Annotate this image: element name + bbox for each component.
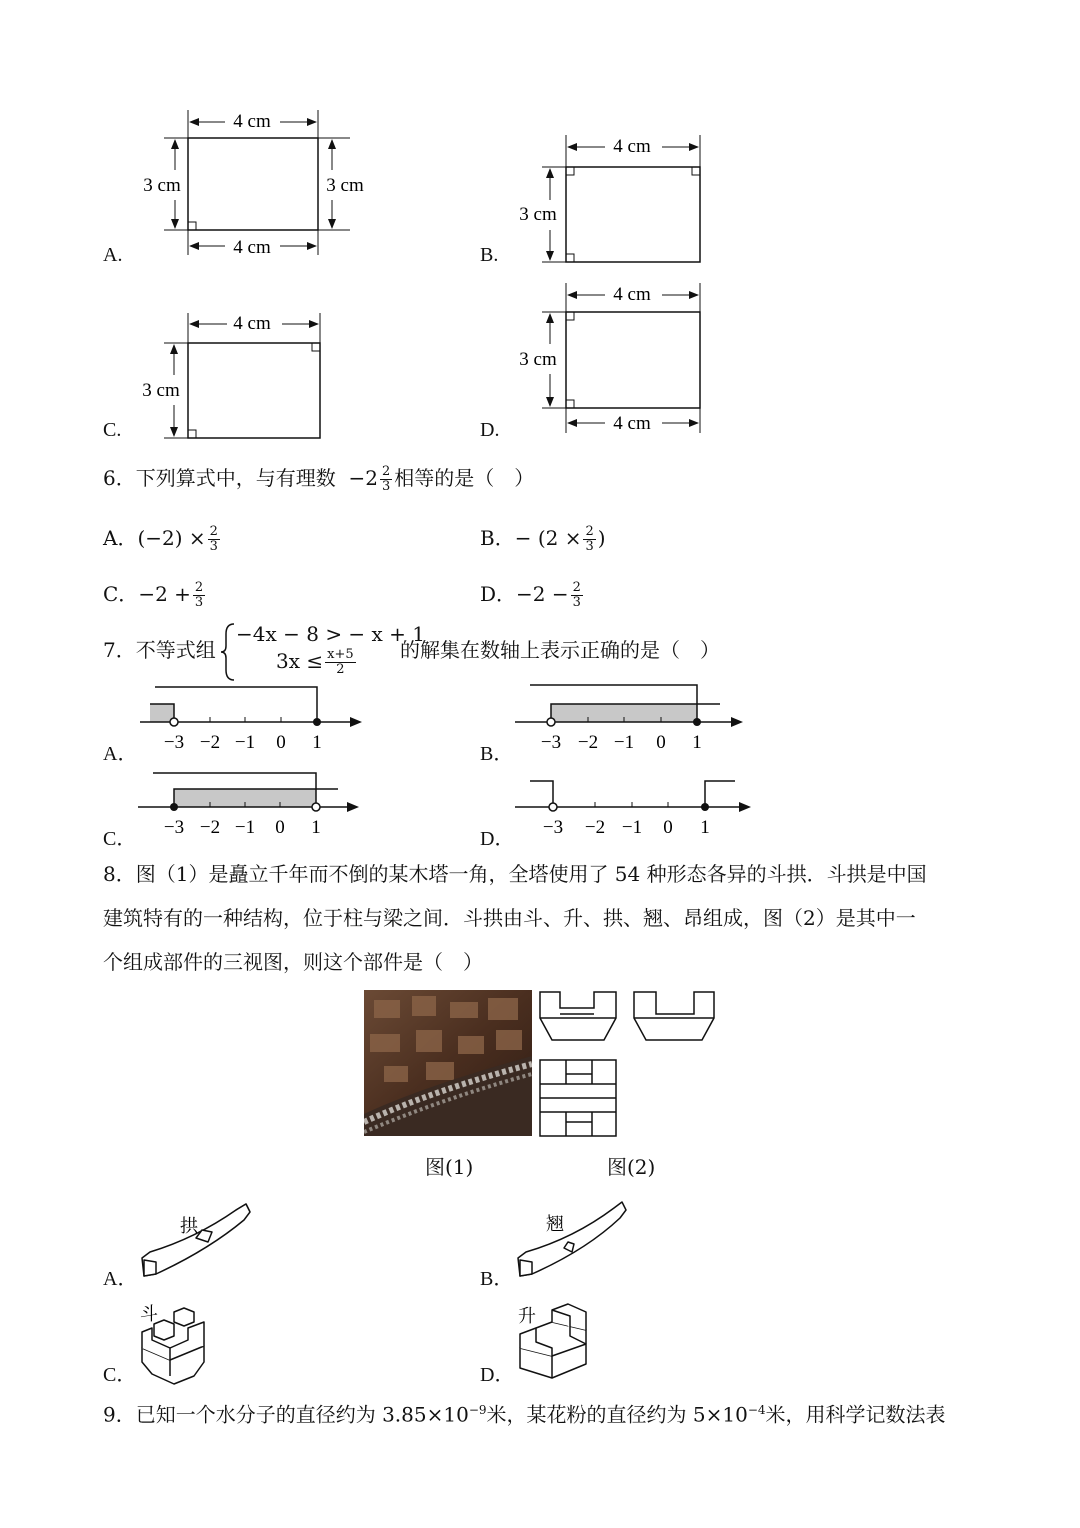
q8-fig2-caption: 图(2) bbox=[607, 1155, 656, 1179]
q5b-top-dim: 4 cm bbox=[613, 136, 651, 157]
q8-option-c-figure bbox=[130, 1300, 220, 1390]
tick-label: −1 bbox=[621, 817, 643, 838]
q5b-left-dim: 3 cm bbox=[519, 204, 557, 225]
q5a-left-dim: 3 cm bbox=[143, 175, 181, 196]
tick-label: 0 bbox=[663, 817, 673, 838]
q8-option-d-label[interactable]: D． bbox=[480, 1364, 515, 1386]
q7-inequality-1: −4x − 8 > − x + 1 bbox=[236, 622, 426, 646]
q6-option-a[interactable]: A．(−2) × $\frac{2}{3}$ bbox=[103, 524, 218, 554]
q5a-top-dim: 4 cm bbox=[233, 111, 271, 132]
tick-label: −1 bbox=[234, 732, 256, 753]
tick-label: 1 bbox=[692, 732, 702, 753]
tick-label: −3 bbox=[163, 732, 185, 753]
q5-option-c-label[interactable]: C. bbox=[103, 419, 122, 441]
tick-label: −3 bbox=[163, 817, 185, 838]
q5a-bottom-dim: 4 cm bbox=[233, 237, 271, 258]
tick-label: 1 bbox=[312, 732, 322, 753]
q7-brace bbox=[220, 622, 236, 682]
q5a-right-dim: 3 cm bbox=[326, 175, 364, 196]
tick-label: 1 bbox=[700, 817, 710, 838]
tick-label: 0 bbox=[656, 732, 666, 753]
q8b-part-name: 翘 bbox=[546, 1214, 564, 1234]
q6-option-c[interactable]: C．−2 + $\frac{2}{3}$ bbox=[103, 580, 204, 610]
q5-figure-a bbox=[130, 105, 380, 260]
q5-option-a-label[interactable]: A. bbox=[103, 244, 123, 266]
q6-option-b[interactable]: B．− (2 × $\frac{2}{3}$ ) bbox=[480, 524, 606, 554]
q5-figure-b bbox=[510, 130, 720, 270]
tick-label: −2 bbox=[577, 732, 599, 753]
tick-label: 1 bbox=[311, 817, 321, 838]
q7-numberline-d bbox=[515, 765, 760, 845]
tick-label: −2 bbox=[584, 817, 606, 838]
q7-inequality-2: 3x ≤ $\frac{x+5}{2}$ bbox=[276, 647, 354, 677]
q8-option-a-figure bbox=[136, 1198, 256, 1288]
q8-stem-line1: 8．图（1）是矗立千年而不倒的某木塔一角，全塔使用了 54 种形态各异的斗拱．斗拱是中国 bbox=[103, 862, 927, 886]
tick-label: −2 bbox=[199, 732, 221, 753]
tick-label: 0 bbox=[275, 817, 285, 838]
q7-option-b-label[interactable]: B． bbox=[480, 743, 514, 765]
q7-stem-suffix: 的解集在数轴上表示正确的是（ ） bbox=[400, 638, 720, 662]
q7-option-a-label[interactable]: A． bbox=[103, 743, 138, 765]
q5-figure-c bbox=[130, 305, 340, 445]
tick-label: −1 bbox=[613, 732, 635, 753]
q5c-top-dim: 4 cm bbox=[233, 313, 271, 334]
q7-option-d-label[interactable]: D． bbox=[480, 828, 515, 850]
q8-photo-figure bbox=[364, 990, 532, 1136]
q7-option-c-label[interactable]: C． bbox=[103, 828, 137, 850]
q7-stem-prefix: 7．不等式组 bbox=[103, 638, 216, 662]
q8-option-b-figure bbox=[512, 1196, 632, 1286]
q5d-left-dim: 3 cm bbox=[519, 349, 557, 370]
q8-fig1-caption: 图(1) bbox=[425, 1155, 474, 1179]
q8d-part-name: 升 bbox=[518, 1306, 536, 1326]
q8-stem-line2: 建筑特有的一种结构，位于柱与梁之间．斗拱由斗、升、拱、翘、昂组成，图（2）是其中一 bbox=[103, 906, 916, 930]
q5-option-d-label[interactable]: D. bbox=[480, 419, 500, 441]
q8-stem-line3: 个组成部件的三视图，则这个部件是（ ） bbox=[103, 950, 483, 974]
q8-three-views-figure bbox=[536, 988, 718, 1140]
q7-numberline-b bbox=[515, 680, 750, 760]
q8-option-c-label[interactable]: C． bbox=[103, 1364, 137, 1386]
tick-label: −2 bbox=[199, 817, 221, 838]
q5-figure-d bbox=[510, 278, 720, 438]
q5d-top-dim: 4 cm bbox=[613, 284, 651, 305]
q8c-part-name: 斗 bbox=[140, 1304, 158, 1324]
q8-option-a-label[interactable]: A． bbox=[103, 1268, 138, 1290]
q9-stem: 9．已知一个水分子的直径约为 $3.85\times 10^{-9}$米，某花粉的直径约为 $5\times 10^{-4}$米，用科学记数法表 bbox=[103, 1402, 946, 1427]
tick-label: −1 bbox=[234, 817, 256, 838]
q8a-part-name: 拱 bbox=[180, 1216, 198, 1236]
q7-numberline-a bbox=[140, 680, 370, 760]
q6-stem: 6．下列算式中，与有理数 −2 $\frac{2}{3}$ 相等的是（ ） bbox=[103, 464, 535, 494]
q5d-bottom-dim: 4 cm bbox=[613, 413, 651, 434]
q7-numberline-c bbox=[138, 765, 368, 845]
q5-option-b-label[interactable]: B. bbox=[480, 244, 499, 266]
q8-option-b-label[interactable]: B． bbox=[480, 1268, 514, 1290]
tick-label: 0 bbox=[276, 732, 286, 753]
q5c-left-dim: 3 cm bbox=[142, 380, 180, 401]
tick-label: −3 bbox=[540, 732, 562, 753]
q6-option-d[interactable]: D．−2 − $\frac{2}{3}$ bbox=[480, 580, 581, 610]
tick-label: −3 bbox=[542, 817, 564, 838]
q6-mixed-number: −2 $\frac{2}{3}$ bbox=[348, 464, 391, 494]
q8-option-d-figure bbox=[512, 1300, 602, 1390]
